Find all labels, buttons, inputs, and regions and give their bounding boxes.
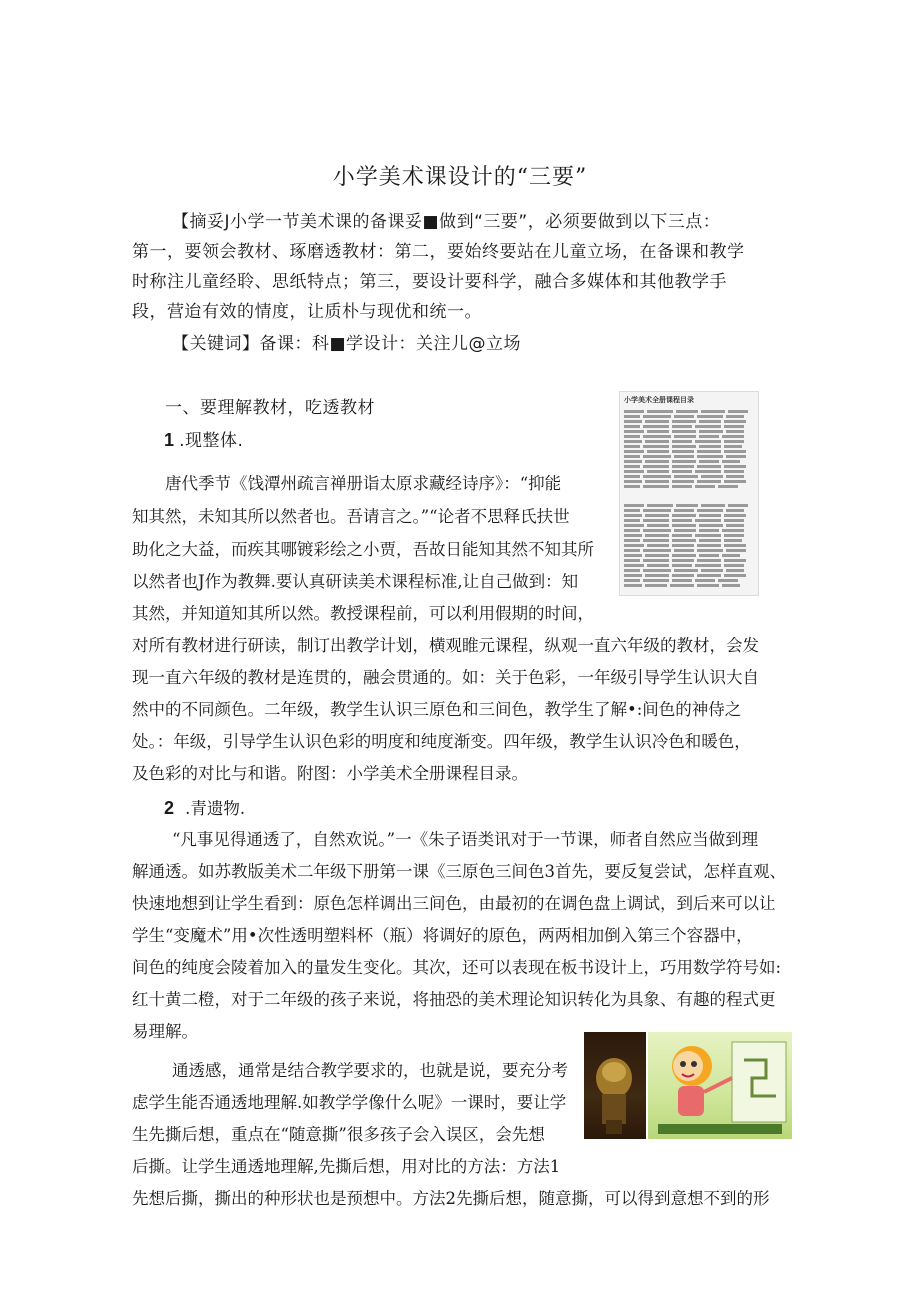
para3-line: 后撕。让学生通透地理解,先撕后想，用对比的方法：方法1	[132, 1157, 561, 1176]
para2-line: 易理解。	[132, 1022, 198, 1041]
abstract-line-2: 第一，要领会教材、琢磨透教材：第二，要始终要站在儿童立场，在备课和教学	[132, 242, 745, 262]
para2-line: “凡事见得通透了，自然欢说。”一《朱子语类讯对于一节课，师者自然应当做到理	[172, 830, 759, 849]
para3-line: 虑学生能否通透地理解.如教学学像什么呢》一课时，要让学	[132, 1093, 567, 1112]
catalog-caption: 小学美术全册课程目录	[624, 396, 694, 404]
catalog-table-top	[624, 410, 756, 490]
cartoon-illustration	[648, 1032, 792, 1139]
para2-line: 间色的纯度会陵着加入的量发生变化。其次，还可以表现在板书设计上，巧用数学符号如:	[132, 958, 782, 977]
para1-line: 处。：年级，引导学生认识色彩的明度和纯度渐变。四年级，教学生认识冷色和暖色，	[132, 732, 751, 751]
subheading-2	[164, 798, 245, 819]
para1-line: 知其然，未知其所以然者也。吾请言之。”“论者不思释氏扶世	[132, 507, 570, 526]
subheading-2-label: .青遗物.	[185, 799, 246, 818]
para2-line: 快速地想到让学生看到：原色怎样调出三间色，由最初的在调色盘上调试，到后来可以让	[132, 894, 776, 913]
para2-line: 学生“变魔术”用•次性透明塑料杯（瓶）将调好的原色，两两相加倒入第三个容器中，	[132, 926, 753, 945]
para3-line: 生先撕后想，重点在“随意撕”很多孩子会入误区，会先想	[132, 1125, 545, 1144]
section-heading: 一、要理解教材，吃透教材	[165, 398, 375, 418]
catalog-image	[619, 391, 759, 596]
page-title: 小学美术课设计的“三要”	[332, 165, 588, 190]
para1-line: 以然者也J作为教舞.要认真研读美术课程标准,让自己做到：知	[132, 572, 579, 591]
subheading-2-number: 2	[164, 798, 175, 818]
para1-line: 助化之大益，而疾其哪镀彩绘之小贾，吾故日能知其然不知其所	[132, 540, 594, 559]
abstract-line-4: 段，营迨有效的情度，让质朴与现优和统一。	[132, 302, 482, 322]
subheading-1-number: 1	[164, 430, 175, 450]
subheading-1	[164, 430, 243, 451]
para3-line: 通透感，通常是结合教学要求的，也就是说，要充分考	[172, 1061, 568, 1080]
lesson-image	[584, 1032, 792, 1139]
para2-line: 红十黄二橙，对于二年级的孩子来说，将抽恐的美术理论知识转化为具象、有趣的程式更	[132, 990, 776, 1009]
keywords: 【关键词】备课：科■学设计：关注儿@立场	[172, 334, 522, 354]
para2-line: 解通透。如苏教版美术二年级下册第一课《三原色三间色3首先，要反复尝试，怎样直观、	[132, 862, 786, 881]
para1-line: 其然，并知道知其所以然。教授课程前，可以利用假期的时间，	[132, 604, 594, 623]
artifact-photo	[584, 1032, 646, 1139]
abstract-line-1: 【摘妥J小学一节美术课的备课妥■做到“三要”，必须要做到以下三点：	[172, 212, 721, 232]
abstract-line-3: 时称注儿童经聆、思纸特点；第三，要设计要科学，融合多媒体和其他教学手	[132, 272, 727, 292]
para1-line: 及色彩的对比与和谐。附图：小学美术全册课程目录。	[132, 764, 528, 783]
para3-line: 先想后撕，撕出的种形状也是预想中。方法2先撕后想，随意撕，可以得到意想不到的形	[132, 1189, 770, 1208]
para1-line: 现一直六年级的教材是连贯的，融会贯通的。如：关于色彩，一年级引导学生认识大自	[132, 668, 759, 687]
para1-line: 然中的不同颜色。二年级，教学生认识三原色和三间色，教学生了解•:间色的神侍之	[132, 700, 742, 719]
para1-line: 对所有教材进行研读，制订出教学计划，横观睢元课程，纵观一直六年级的教材，会发	[132, 636, 759, 655]
catalog-table-bottom	[624, 504, 756, 589]
para1-line: 唐代季节《饯潭州疏言禅册诣太原求藏经诗序》：“抑能	[165, 474, 562, 493]
subheading-1-label: .现整体.	[179, 431, 244, 451]
